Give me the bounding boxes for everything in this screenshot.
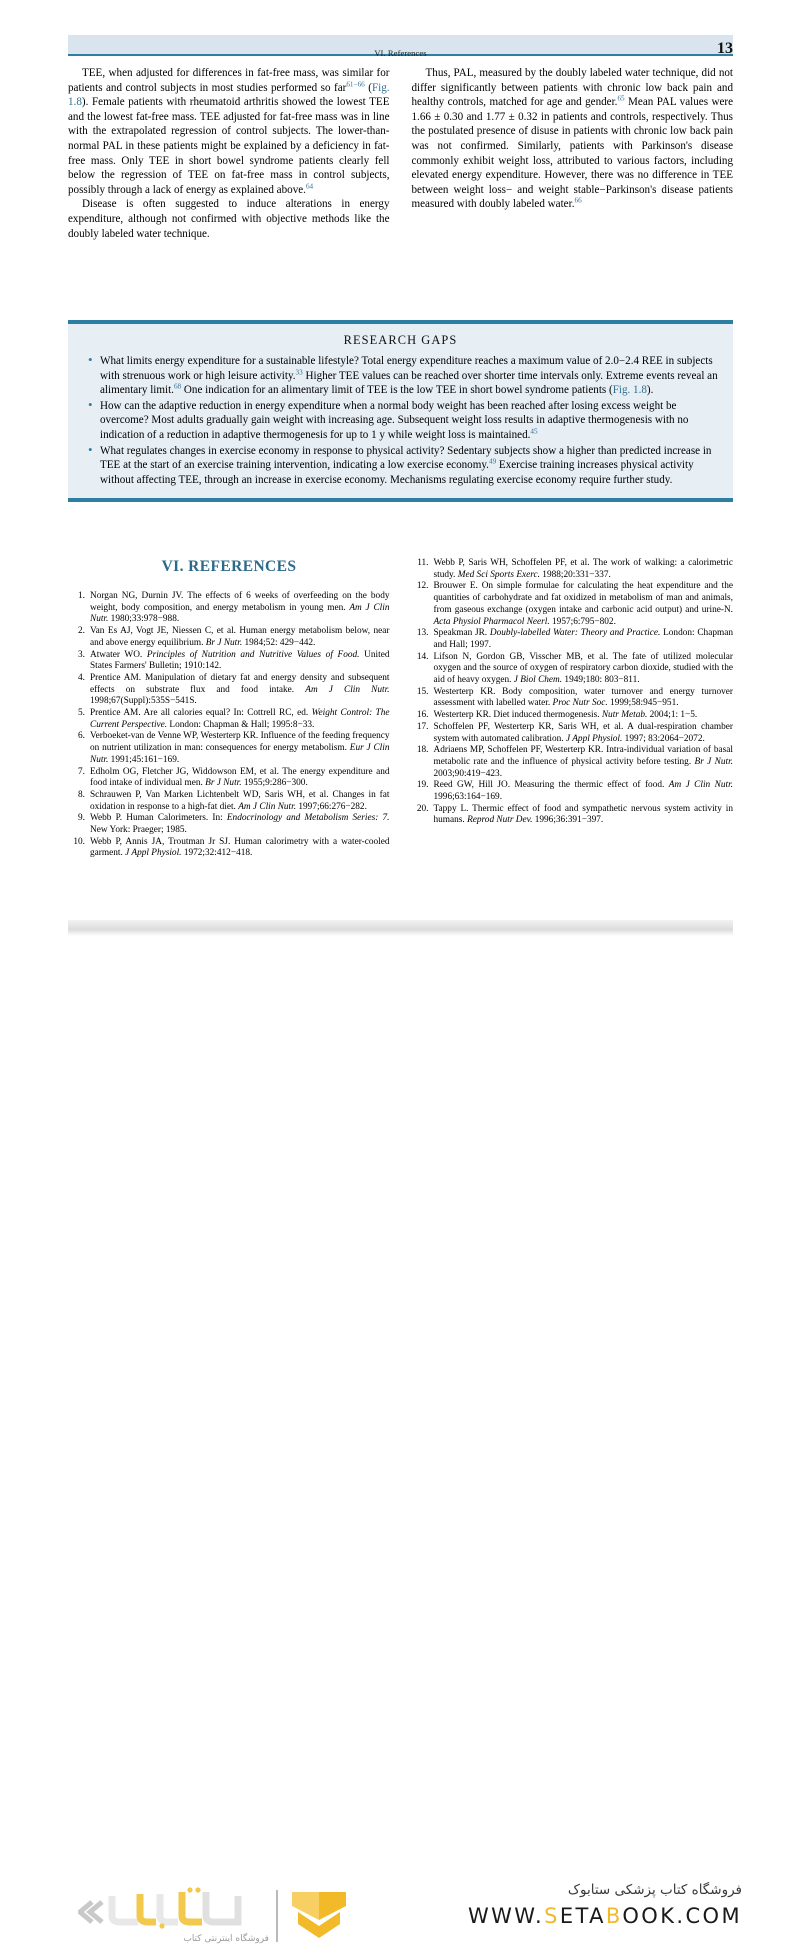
reference-number: 8.	[78, 789, 85, 800]
reference-text: Prentice AM. Are all calories equal? In: Cottrell RC, ed. Weight Control: The Current Perspective. London: Chapman & Hall; 1995:8−33.	[90, 708, 390, 730]
reference-text: Norgan NG, Durnin JV. The effects of 6 weeks of overfeeding on the body weight, body composition, and energy metabolism in young men. Am J Clin Nutr. 1980;33:978−988.	[90, 591, 390, 625]
reference-item	[68, 591, 390, 626]
reference-number: 9.	[78, 813, 85, 824]
url-eta: ETA	[559, 1904, 606, 1928]
bullet-icon: •	[88, 352, 93, 367]
body-column-right	[412, 66, 734, 241]
reference-text: Lifson N, Gordon GB, Visscher MB, et al. The fate of utilized molecular oxygen and the source of oxygen of respiratory carbon dioxide, studied with the aid of heavy oxygen. J Biol Chem. 1949;180: 803−811.	[433, 651, 733, 686]
reference-number: 15.	[416, 686, 429, 697]
research-gap-text: What limits energy expenditure for a sustainable lifestyle? Total energy expenditure reaches a maximum value of 2.0−2.4 REE in subjects with strenuous work or high leisure activity.$^{33}$ Higher TEE values can be reached over shorter time intervals only. Extreme events reveal an alimentary limit.$^{68}$ One indication for an alimentary limit of TEE is the low TEE in short bowel syndrome patients (Fig. 1.8).	[100, 355, 718, 397]
reference-text: Verboeket-van de Venne WP, Westerterp KR. Influence of the feeding frequency on nutrient utilization in man: consequences for energy metabolism. Eur J Clin Nutr. 1991;45:161−169.	[90, 731, 390, 765]
reference-text: Schoffelen PF, Westerterp KR, Saris WH, et al. A dual-respiration chamber system with automated calibration. J Appl Physiol. 1997; 83:2064−2072.	[433, 721, 733, 744]
page-header	[68, 40, 733, 62]
reference-item	[68, 626, 390, 649]
body-text-columns	[68, 66, 733, 241]
reference-number: 11.	[417, 558, 429, 568]
reference-item	[412, 687, 734, 710]
research-gap-text: What regulates changes in exercise economy in response to physical activity? Sedentary subjects show a higher than predicted increase in TEE at the start of an exercise training intervention, indicating a low exercise economy.$^{49}$ Exercise training increases physical activity without affecting TEE, through an increase in exercise economy. Mechanisms regulating exercise economy require further study.	[100, 444, 712, 486]
reference-number: 20.	[416, 803, 429, 814]
reference-item	[68, 650, 390, 673]
reference-list-left	[68, 591, 390, 860]
body-column-left	[68, 66, 390, 241]
reference-text: Webb P, Saris WH, Schoffelen PF, et al. The work of walking: a calorimetric study. Med Sci Sports Exerc. 1988;20:331−337.	[433, 558, 733, 580]
references-column-left	[68, 591, 390, 860]
reference-item	[68, 813, 390, 836]
url-suffix: OOK.COM	[622, 1904, 742, 1928]
reference-number: 5.	[78, 708, 85, 719]
reference-number: 10.	[73, 836, 85, 847]
footer-branding	[0, 936, 800, 1944]
logo-subtitle: فروشگاه اینترنتی کتاب	[183, 1934, 269, 1944]
reference-text: Webb P. Human Calorimeters. In: Endocrinology and Metabolism Series: 7. New York: Praeger; 1985.	[90, 813, 390, 836]
reference-item	[412, 558, 734, 581]
research-gaps-list	[80, 354, 721, 487]
research-gap-item	[80, 396, 721, 443]
page-number: 13	[717, 40, 733, 57]
reference-text: Westerterp KR. Body composition, water turnover and energy turnover assessment with labelled water. Proc Nutr Soc. 1999;58:945−951.	[433, 686, 733, 709]
reference-text: Edholm OG, Fletcher JG, Widdowson EM, et al. The energy expenditure and food intake of individual men. Br J Nutr. 1955;9:286−300.	[90, 766, 390, 789]
url-s: S	[544, 1904, 560, 1928]
reference-list-right	[412, 558, 734, 827]
reference-text: Brouwer E. On simple formulae for calculating the heat expenditure and the quantities of carbohydrate and fat oxidized in metabolism of man and animals, from gaseous exchange (oxygen intake and carbonic acid output) and urine-N. Acta Physiol Pharmacol Neerl. 1957;6:795−802.	[433, 581, 733, 627]
reference-item	[68, 673, 390, 708]
reference-text: Westerterp KR. Diet induced thermogenesis. Nutr Metab. 2004;1: 1−5.	[433, 710, 698, 721]
setabook-logo	[78, 1884, 338, 1956]
reference-item	[412, 780, 734, 803]
reference-item	[412, 628, 734, 651]
reference-text: Webb P, Annis JA, Troutman Jr SJ. Human calorimetry with a water-cooled garment. J Appl Physiol. 1972;32:412−418.	[90, 836, 390, 859]
reference-item	[412, 745, 734, 780]
reference-number: 12.	[416, 581, 429, 592]
reference-number: 16.	[416, 710, 429, 721]
bullet-icon: •	[88, 396, 93, 412]
tagline-persian: فروشگاه کتاب پزشکی ستابوک	[567, 1882, 742, 1898]
research-gaps-title: RESEARCH GAPS	[343, 333, 458, 347]
reference-item	[68, 837, 390, 860]
reference-number: 2.	[78, 626, 85, 637]
references-column-right	[412, 558, 734, 860]
references-heading: VI. REFERENCES	[161, 558, 297, 575]
url-b: B	[605, 1904, 623, 1928]
research-gap-item	[80, 354, 721, 398]
reference-text: Van Es AJ, Vogt JE, Niessen C, et al. Human energy metabolism below, near and above energy equilibrium. Br J Nutr. 1984;52: 429−442.	[90, 626, 390, 648]
reference-text: Speakman JR. Doubly-labelled Water: Theory and Practice. London: Chapman and Hall; 1997.	[433, 628, 733, 650]
chevron-stack-icon	[290, 1890, 348, 1946]
reference-item	[68, 708, 390, 731]
research-gap-text: How can the adaptive reduction in energy expenditure when a normal body weight has been reached after losing excess weight be overcome? Most adults gradually gain weight with increasing age. Subsequent weight loss results in adaptive thermogenesis with no indication of a reduction in adaptive thermogenesis for up to 1 y while weight loss is maintained.$^{45}$	[100, 399, 689, 441]
reference-item	[412, 722, 734, 745]
reference-item	[412, 710, 734, 722]
reference-number: 1.	[78, 591, 85, 601]
reference-number: 7.	[78, 766, 85, 777]
reference-number: 4.	[78, 672, 85, 683]
reference-number: 19.	[416, 780, 429, 791]
reference-item	[412, 581, 734, 628]
reference-text: Schrauwen P, Van Marken Lichtenbelt WD, Saris WH, et al. Changes in fat oxidation in response to a high-fat diet. Am J Clin Nutr. 1997;66:276−282.	[90, 789, 390, 812]
research-gaps-box	[68, 320, 733, 502]
bullet-icon: •	[88, 441, 93, 457]
reference-item	[412, 652, 734, 687]
reference-item	[68, 767, 390, 790]
research-gap-item	[80, 441, 721, 488]
reference-number: 14.	[416, 651, 429, 662]
reference-item	[68, 790, 390, 813]
running-title: VI. References	[374, 48, 427, 58]
logo-divider	[276, 1890, 278, 1942]
reference-text: Reed GW, Hill JO. Measuring the thermic effect of food. Am J Clin Nutr. 1996;63:164−169.	[433, 780, 733, 803]
reference-text: Atwater WO. Principles of Nutrition and Nutritive Values of Food. United States Farmers' Bulletin; 1910:142.	[90, 649, 390, 672]
reference-text: Adriaens MP, Schoffelen PF, Westerterp KR. Intra-individual variation of basal metabolic rate and the influence of physical activity before testing. Br J Nutr. 2003;90:419−423.	[433, 745, 733, 779]
setabook-tagline-block	[382, 1882, 742, 1928]
reference-number: 13.	[416, 628, 429, 639]
reference-text: Tappy L. Thermic effect of food and sympathetic nervous system activity in humans. Reprod Nutr Dev. 1996;36:391−397.	[433, 803, 733, 826]
body-paragraph: Disease is often suggested to induce alterations in energy expenditure, although not confirmed with objective methods like the doubly labeled water technique.	[68, 198, 390, 240]
body-paragraph: TEE, when adjusted for differences in fat-free mass, was similar for patients and control subjects in most studies performed so far$^{61-66}$ (Fig. 1.8). Female patients with rheumatoid arthritis showed the lowest TEE and the lowest fat-free mass. TEE adjusted for fat-free mass was in line with the extrapolated regression of control subjects. The lower-than-normal PAL in these patients might be explained by a deficiency in fat-free mass. Only TEE in short bowel syndrome patients clearly fell below the regression of TEE on fat-free mass in control subjects, possibly through a lack of energy as explained above.$^{64}$	[68, 67, 390, 196]
reference-number: 18.	[416, 745, 429, 756]
footer-shade	[68, 920, 733, 936]
body-paragraph: Thus, PAL, measured by the doubly labeled water technique, did not differ significantly between patients with chronic low back pain and healthy controls, matched for age and gender.$^{65}$ Mean PAL values were 1.66 ± 0.30 and 1.77 ± 0.32 in patients and controls, respectively. Thus the postulated presence of disuse in patients with chronic low back pain was not confirmed. Similarly, patients with Parkinson's disease commonly exhibit weight loss, attributed to various factors, including elevated energy expenditure. However, there was no difference in TEE between weight loss− and weight stable−Parkinson's disease patients measured with doubly labeled water.$^{66}$	[411, 67, 733, 211]
reference-item	[412, 804, 734, 827]
reference-text: Prentice AM. Manipulation of dietary fat and energy density and subsequent effects on substrate flux and food intake. Am J Clin Nutr. 1998;67(Suppl):535S−541S.	[90, 672, 390, 707]
reference-number: 17.	[416, 721, 429, 732]
url-prefix: WWW.	[467, 1904, 545, 1928]
setabook-logo-wordmark	[78, 1886, 268, 1932]
reference-number: 6.	[78, 731, 85, 742]
reference-number: 3.	[78, 649, 85, 660]
website-url	[382, 1904, 742, 1928]
reference-item	[68, 731, 390, 766]
